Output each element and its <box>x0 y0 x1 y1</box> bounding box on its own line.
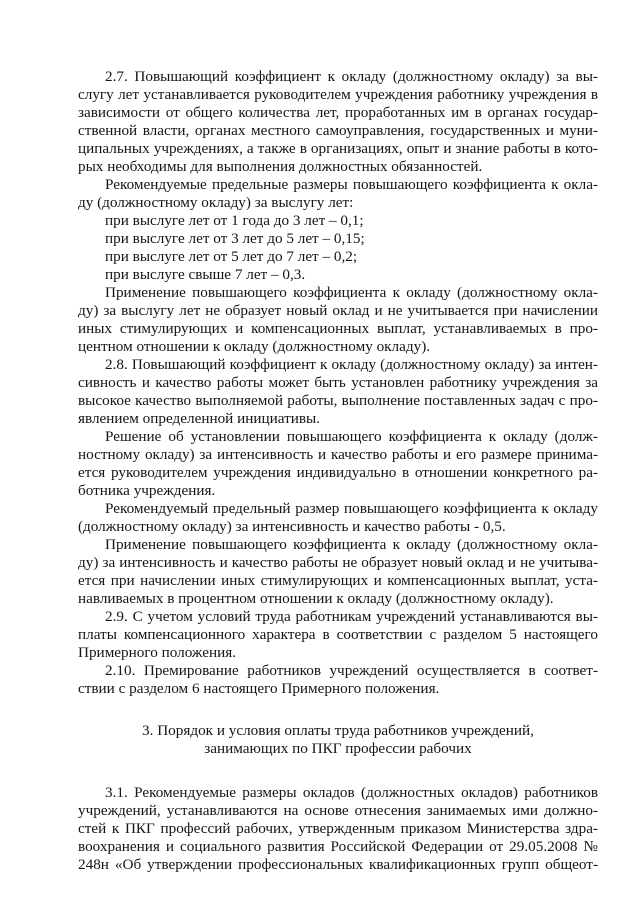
max-size-paragraph-line: (должностному окладу) за интенсивность и качество работы - 0,5. <box>78 518 506 535</box>
seniority-list-item: при выслуге лет от 3 лет до 5 лет – 0,15; <box>105 230 365 247</box>
paragraph-2-9-line: 2.9. С учетом условий труда работникам учреждений устанавливаются вы- <box>105 608 598 625</box>
recommended-sizes-line: Рекомендуемые предельные размеры повышающего коэффициента к окла- <box>105 176 598 193</box>
paragraph-2-10-line: 2.10. Премирование работников учреждений осуществляется в соответ- <box>105 662 598 679</box>
max-size-paragraph-line: Рекомендуемый предельный размер повышающего коэффициента к окладу <box>105 500 598 517</box>
decision-paragraph-line: ботника учреждения. <box>78 482 216 499</box>
seniority-list-item: при выслуге лет от 1 года до 3 лет – 0,1; <box>105 212 364 229</box>
application-note-2-line: ется при начислении иных стимулирующих и компенсационных выплат, уста- <box>78 572 598 589</box>
paragraph-3-1-line: учреждений, устанавливаются на основе отнесения занимаемых ими должно- <box>78 802 598 819</box>
application-note-2-line: навливаемых в процентном отношении к окладу (должностному окладу). <box>78 590 554 607</box>
paragraph-2-8-line: сивность и качество работы может быть установлен работнику учреждения за <box>78 374 598 391</box>
paragraph-2-8-line: 2.8. Повышающий коэффициент к окладу (должностному окладу) за интен- <box>105 356 598 373</box>
paragraph-2-7-line: 2.7. Повышающий коэффициент к окладу (должностному окладу) за вы- <box>105 68 598 85</box>
paragraph-2-7-line: рых необходимы для выполнения должностных обязанностей. <box>78 158 483 175</box>
decision-paragraph-line: Решение об установлении повышающего коэффициента к окладу (долж- <box>105 428 598 445</box>
paragraph-2-9-line: платы компенсационного характера в соответствии с разделом 5 настоящего <box>78 626 598 643</box>
recommended-sizes-line: ду (должностному окладу) за выслугу лет: <box>78 194 354 211</box>
paragraph-3-1-line: 248н «Об утверждении профессиональных квалификационных групп общеот- <box>78 856 598 873</box>
section-3-title: занимающих по ПКГ профессии рабочих <box>204 740 472 757</box>
application-note-line: иных стимулирующих и компенсационных выплат, устанавливаемых в про- <box>78 320 598 337</box>
paragraph-2-8-line: высокое качество выполняемой работы, выполнение поставленных задач с про- <box>78 392 598 409</box>
application-note-line: ду) за выслугу лет не образует новый оклад и не учитывается при начислении <box>78 302 598 319</box>
section-3-title: 3. Порядок и условия оплаты труда работников учреждений, <box>142 722 534 739</box>
decision-paragraph-line: ется руководителем учреждения индивидуально в отношении конкретного ра- <box>78 464 598 481</box>
paragraph-2-7-line: зависимости от общего количества лет, проработанных им в органах государ- <box>78 104 598 121</box>
paragraph-2-10-line: ствии с разделом 6 настоящего Примерного положения. <box>78 680 440 697</box>
paragraph-2-7-line: ципальных учреждениях, а также в организациях, опыт и знание работы в кото- <box>78 140 598 157</box>
application-note-2-line: Применение повышающего коэффициента к окладу (должностному окла- <box>105 536 598 553</box>
decision-paragraph-line: ностному окладу) за интенсивность и качество работы и его размере принима- <box>78 446 598 463</box>
paragraph-3-1-line: 3.1. Рекомендуемые размеры окладов (должностных окладов) работников <box>105 784 598 801</box>
application-note-line: Применение повышающего коэффициента к окладу (должностному окла- <box>105 284 598 301</box>
application-note-line: центном отношении к окладу (должностному окладу). <box>78 338 431 355</box>
paragraph-2-7-line: слугу лет устанавливается руководителем учреждения работнику учреждения в <box>78 86 598 103</box>
paragraph-3-1-line: стей к ПКГ профессий рабочих, утвержденным приказом Министерства здра- <box>78 820 598 837</box>
paragraph-3-1-line: воохранения и социального развития Российской Федерации от 29.05.2008 № <box>78 838 598 855</box>
paragraph-2-9-line: Примерного положения. <box>78 644 236 661</box>
seniority-list-item: при выслуге свыше 7 лет – 0,3. <box>105 266 306 283</box>
paragraph-2-7-line: ственной власти, органах местного самоуправления, государственных и муни- <box>78 122 598 139</box>
application-note-2-line: ду) за интенсивность и качество работы не образует новый оклад и не учитыва- <box>78 554 598 571</box>
seniority-list-item: при выслуге лет от 5 лет до 7 лет – 0,2; <box>105 248 358 265</box>
paragraph-2-8-line: явлением определенной инициативы. <box>78 410 321 427</box>
